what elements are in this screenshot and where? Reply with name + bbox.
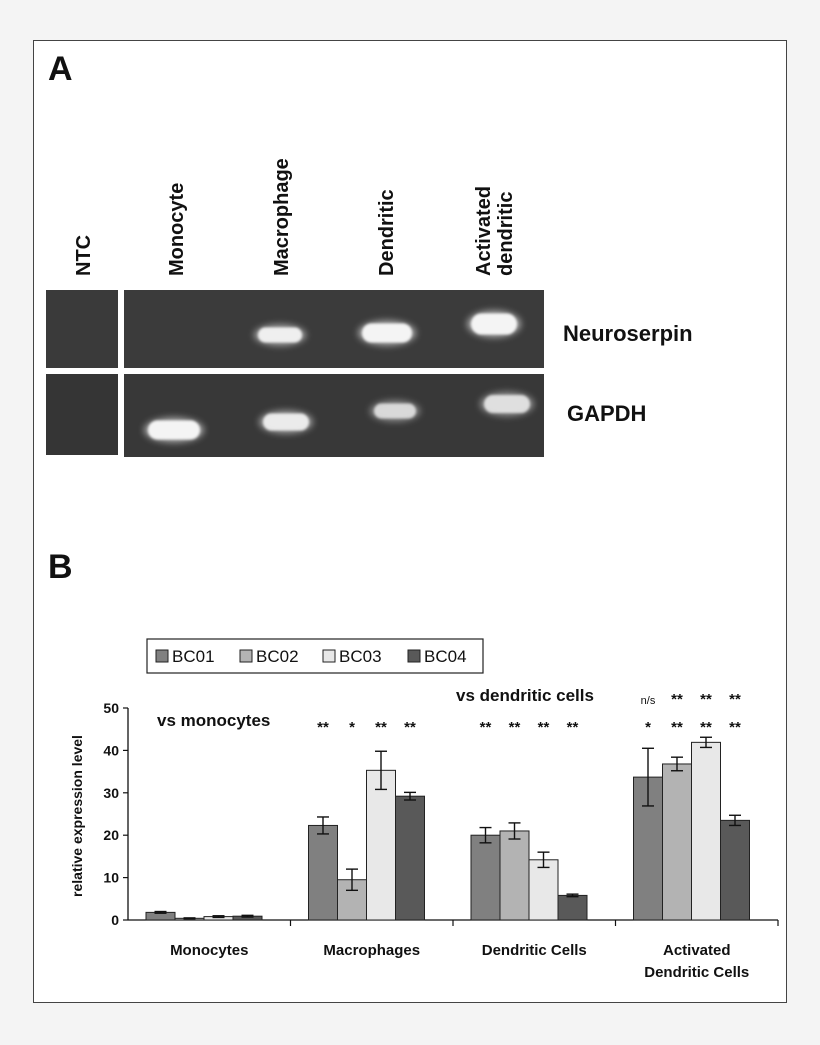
significance-vs-monocytes: **: [729, 719, 741, 736]
lane-label-4-line-2: dendritic: [495, 191, 517, 276]
significance-vs-dendritic-cells: **: [671, 691, 683, 708]
significance-vs-monocytes: **: [508, 719, 521, 736]
legend-swatch-bc01: [156, 650, 168, 662]
annotation-vs-monocytes: vs monocytes: [157, 711, 271, 730]
gene-label-gapdh: GAPDH: [567, 401, 647, 426]
x-category-label-4-line-2: Dendritic Cells: [644, 964, 750, 981]
gel-lane-labels: [73, 158, 517, 276]
y-tick-label: 50: [103, 700, 119, 716]
gel-band: [263, 414, 309, 431]
y-tick-label: 20: [103, 827, 119, 844]
gel-band: [362, 324, 412, 343]
bar-bc04-3: [558, 895, 587, 920]
significance-vs-monocytes: *: [349, 719, 355, 736]
significance-vs-dendritic-cells: **: [700, 691, 712, 708]
significance-vs-monocytes: **: [700, 719, 712, 736]
significance-vs-monocytes: **: [566, 719, 579, 736]
bar-bc02-3: [500, 831, 529, 920]
y-tick-label: 40: [103, 742, 119, 759]
legend-swatch-bc03: [323, 650, 335, 662]
gel-band: [374, 404, 416, 419]
legend-label-bc01: BC01: [172, 647, 215, 666]
y-tick-label: 0: [111, 912, 119, 928]
significance-vs-monocytes: *: [645, 719, 651, 736]
bar-chart: [103, 691, 778, 981]
bar-bc02-4: [663, 764, 692, 920]
significance-vs-monocytes: **: [537, 719, 550, 736]
gel-ntc-gapdh: [46, 374, 118, 455]
legend-label-bc02: BC02: [256, 647, 299, 666]
x-category-label-3: Dendritic Cells: [481, 942, 587, 959]
x-category-label-4-line-1: Activated: [662, 942, 731, 959]
bar-bc03-4: [692, 742, 721, 920]
y-tick-label: 30: [103, 784, 119, 801]
gel-ntc-neuroserpin: [46, 290, 118, 368]
legend-swatch-bc02: [240, 650, 252, 662]
gene-label-neuroserpin: Neuroserpin: [563, 321, 693, 346]
bar-bc01-2: [309, 825, 338, 920]
panel-b-label: B: [48, 548, 73, 586]
y-axis-title: relative expression level: [69, 735, 85, 897]
significance-vs-monocytes: **: [317, 719, 329, 736]
bar-bc04-2: [396, 796, 425, 920]
bar-bc04-4: [721, 820, 750, 920]
significance-vs-monocytes: **: [671, 719, 683, 736]
gel-band: [258, 328, 302, 343]
legend-label-bc04: BC04: [424, 647, 467, 666]
gel-band: [484, 395, 530, 413]
bar-bc03-3: [529, 860, 558, 920]
lane-label-2: Macrophage: [271, 158, 293, 276]
panel-a-label: A: [48, 50, 73, 88]
lane-label-4-line-1: Activated: [473, 185, 495, 276]
lane-label-ntc: NTC: [73, 234, 95, 276]
legend-swatch-bc04: [408, 650, 420, 662]
annotation-vs-dendritic-cells: vs dendritic cells: [456, 686, 594, 705]
y-tick-label: 10: [103, 869, 119, 886]
x-category-label-2: Macrophages: [323, 942, 421, 959]
bar-bc03-2: [367, 770, 396, 920]
x-category-label-1: Monocytes: [170, 942, 249, 959]
significance-vs-monocytes: **: [479, 719, 492, 736]
gel-gapdh-row: [124, 374, 544, 457]
bar-bc01-3: [471, 835, 500, 920]
significance-vs-monocytes: **: [404, 719, 416, 736]
significance-vs-monocytes: **: [375, 719, 387, 736]
lane-label-1: Monocyte: [166, 182, 188, 276]
significance-vs-dendritic-cells: n/s: [640, 695, 656, 707]
gel-image: [46, 290, 544, 457]
lane-label-3: Dendritic: [376, 189, 398, 276]
gel-band: [148, 421, 200, 440]
gel-band: [471, 314, 517, 335]
chart-legend: [147, 639, 483, 673]
significance-vs-dendritic-cells: **: [729, 691, 741, 708]
legend-label-bc03: BC03: [339, 647, 382, 666]
